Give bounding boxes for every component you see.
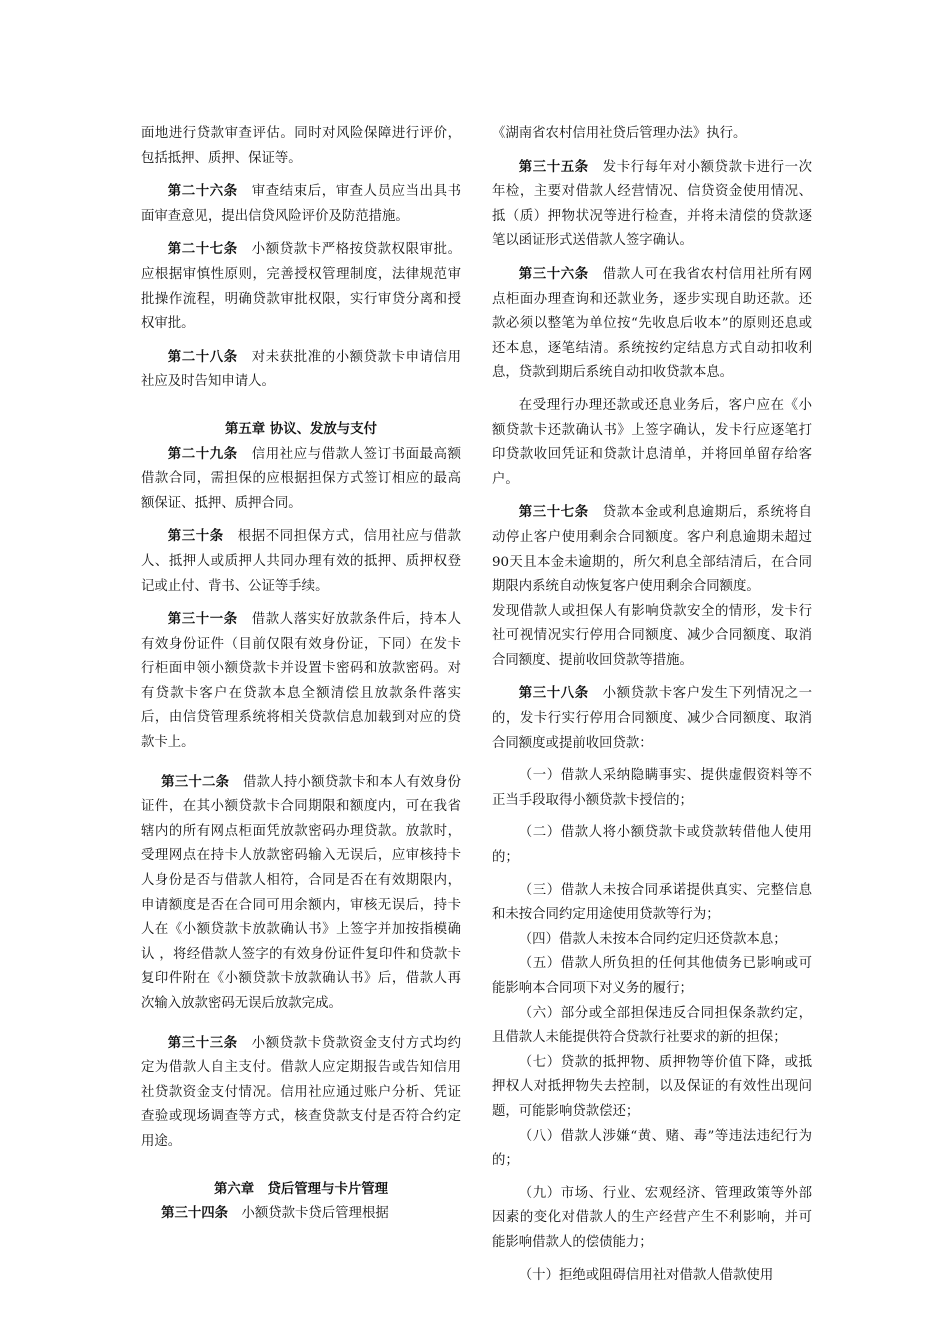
article-label: 第二十八条 [167, 348, 238, 365]
left-column [141, 122, 461, 1227]
article-label: 第二十九条 [167, 445, 238, 462]
article-35 [492, 155, 812, 254]
right-column [492, 122, 812, 1288]
article-text: 借款人持小额贷款卡和本人有效身份证件，在其小额贷款卡合同期限和额度内，可在我省辖内的所有网点柜面凭放款密码办理贷款。放款时，受理网点在持卡人放款密码输入无误后，应审核持卡人身份是否与借款人相符，合同是否在有效期限内，申请额度是否在合同可用余额内，审核无误后，持卡人在《小额贷款卡放款确认书》上签字并加按指模确认 ，将经借款人签字的有效身份证件复印件和贷款卡复印件附在《小额贷款卡放款确认书》后，借款人再次输入放款密码无误后放款完成。 [141, 774, 462, 1011]
chapter-5-heading: 第五章 协议、发放与支付 [225, 420, 377, 437]
article-28 [141, 345, 461, 395]
article-label: 第三十四条 [161, 1205, 229, 1222]
article-30 [141, 524, 461, 599]
paragraph: 发现借款人或担保人有影响贷款安全的情形，发卡行社可视情况实行停用合同额度、减少合同额度、取消合同额度、提前收回贷款等措施。 [492, 603, 812, 668]
list-item: （九）市场、行业、宏观经济、管理政策等外部因素的变化对借款人的生产经营产生不利影响，并可能影响借款人的偿债能力； [492, 1185, 812, 1250]
article-text: 发卡行每年对小额贷款卡进行一次年检，主要对借款人经营情况、信贷资金使用情况、抵（质）押物状况等进行检查，并将未清偿的贷款逐笔以函证形式送借款人签字确认。 [492, 159, 813, 249]
article-text: 根据不同担保方式，信用社应与借款人、抵押人或质押人共同办理有效的抵押、质押权登记或止付、背书、公证等手续。 [141, 529, 462, 594]
paragraph: 面地进行贷款审查评估。同时对风险保障进行评价，包括抵押、质押、保证等。 [141, 126, 461, 166]
list-item: （一）借款人采纳隐瞒事实、提供虚假资料等不正当手段取得小额贷款卡授信的； [492, 768, 812, 808]
article-label: 第二十六条 [167, 183, 238, 200]
article-label: 第三十六条 [518, 265, 589, 282]
article-text: 小额贷款卡贷后管理根据 [241, 1206, 389, 1222]
article-27 [141, 237, 461, 336]
article-text: 信用社应与借款人签订书面最高额借款合同，需担保的应根据担保方式签订相应的最高额保证、抵押、质押合同。 [141, 446, 462, 511]
article-text: 对未获批准的小额贷款卡申请信用社应及时告知申请人。 [141, 349, 462, 390]
list-item: （二）借款人将小额贷款卡或贷款转借他人使用的； [492, 825, 812, 866]
article-32 [141, 770, 461, 1017]
article-31 [141, 607, 461, 756]
paragraph: 在受理行办理还款或还息业务后，客户应在《小额贷款卡还款确认书》上签字确认，发卡行应逐笔打印贷款收回凭证和贷款计息清单，并将回单留存给客户。 [492, 397, 812, 487]
article-38 [492, 681, 812, 756]
article-29 [141, 442, 461, 517]
list-item: （五）借款人所负担的任何其他债务已影响或可能影响本合同项下对义务的履行； [492, 956, 812, 996]
list-item: （七）贷款的抵押物、质押物等价值下降，或抵押权人对抵押物失去控制，以及保证的有效性出现问题，可能影响贷款偿还； [492, 1054, 812, 1119]
article-text: 小额贷款卡客户发生下列情况之一的，发卡行实行停用合同额度、减少合同额度、取消合同额度或提前收回贷款： [492, 686, 813, 751]
article-label: 第二十七条 [167, 241, 238, 258]
article-36 [492, 262, 812, 386]
article-text: 审查结束后，审查人员应当出具书面审查意见，提出信贷风险评价及防范措施。 [141, 184, 462, 224]
article-37 [492, 500, 812, 599]
article-text: 借款人可在我省农村信用社所有网点柜面办理查询和还款业务，逐步实现自助还款。还款必须以整笔为单位按“先收息后收本”的原则还息或还本息，逐笔结清。系统按约定结息方式自动扣收利息，贷款到期后系统自动扣收贷款本息。 [492, 266, 813, 381]
article-label: 第三十八条 [518, 685, 589, 702]
list-item: （四）借款人未按本合同约定归还贷款本息； [518, 931, 787, 947]
chapter-6-heading: 第六章 贷后管理与卡片管理 [213, 1180, 389, 1197]
article-label: 第三十条 [167, 528, 224, 545]
article-label: 第三十五条 [518, 158, 589, 175]
list-item: （十）拒绝或阻碍信用社对借款人借款使用 [518, 1267, 774, 1283]
list-item: （三）借款人未按合同承诺提供真实、完整信息和未按合同约定用途使用贷款等行为； [492, 882, 812, 923]
list-item: （六）部分或全部担保违反合同担保条款约定，且借款人未能提供符合贷款行社要求的新的担保； [492, 1005, 812, 1046]
list-item: （八）借款人涉嫌“黄、赌、毒”等违法违纪行为的； [492, 1128, 812, 1169]
article-34 [141, 1201, 461, 1227]
article-26 [141, 179, 461, 229]
article-text: 小额贷款卡贷款资金支付方式均约定为借款人自主支付。借款人应定期报告或告知信用社贷款资金支付情况。信用社应通过账户分析、凭证查验或现场调查等方式，核查贷款支付是否符合约定用途。 [141, 1035, 462, 1149]
article-text: 借款人落实好放款条件后，持本人有效身份证件（目前仅限有效身份证，下同）在发卡行柜面申领小额贷款卡并设置卡密码和放款密码。对有贷款卡客户在贷款本息全额清偿且放款条件落实后，由信贷管理系统将相关贷款信息加载到对应的贷款卡上。 [141, 612, 462, 751]
paragraph: 《湖南省农村信用社贷后管理办法》执行。 [492, 126, 747, 141]
article-label: 第三十三条 [167, 1034, 238, 1051]
article-33 [141, 1031, 461, 1155]
article-text: 贷款本金或利息逾期后，系统将自动停止客户使用剩余合同额度。客户利息逾期未超过90天且本金未逾期的，所欠利息全部结清后，在合同期限内系统自动恢复客户使用剩余合同额度。 [492, 505, 813, 595]
article-label: 第三十七条 [518, 504, 589, 521]
article-text: 小额贷款卡严格按贷款权限审批。应根据审慎性原则，完善授权管理制度，法律规范审批操作流程，明确贷款审批权限，实行审贷分离和授权审批。 [141, 242, 462, 332]
article-label: 第三十二条 [161, 773, 230, 790]
article-label: 第三十一条 [167, 611, 238, 628]
